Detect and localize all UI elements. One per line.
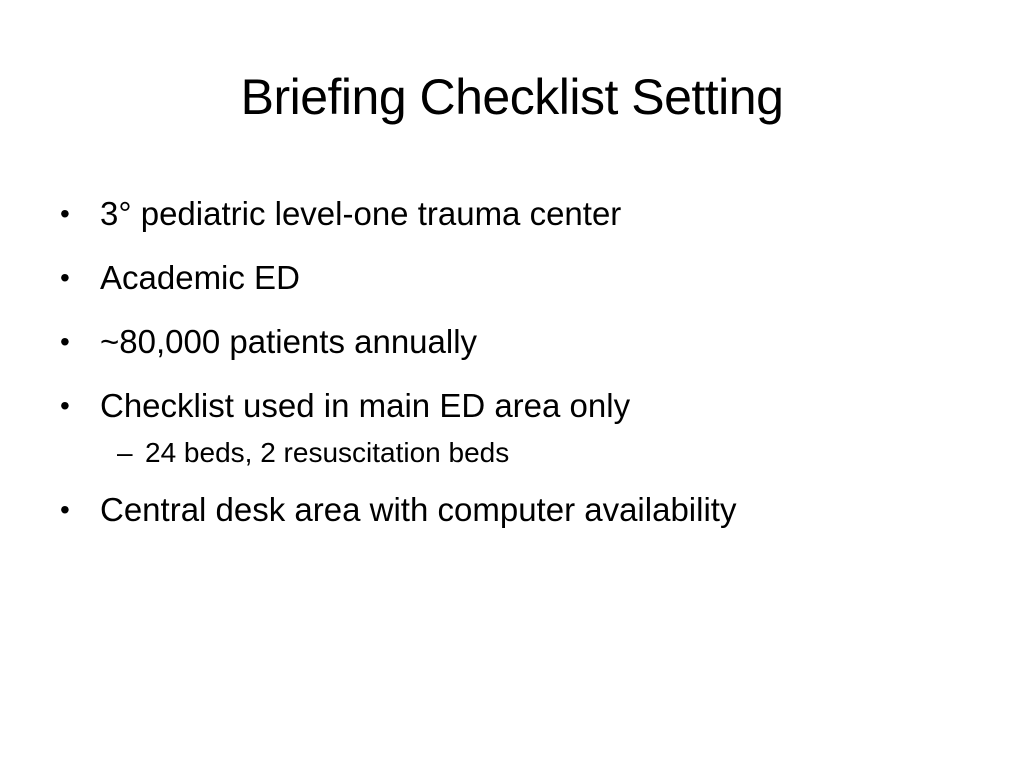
- bullet-text: Checklist used in main ED area only: [100, 387, 631, 424]
- sub-list-wrapper: [60, 432, 980, 474]
- bullet-text: 3° pediatric level-one trauma center: [100, 195, 622, 232]
- bullet-list: [60, 190, 980, 550]
- bullet-dot-icon: •: [60, 198, 70, 229]
- bullet-dot-icon: •: [60, 262, 70, 293]
- bullet-item: [60, 486, 980, 534]
- bullet-text: Central desk area with computer availability: [100, 491, 737, 528]
- bullet-dot-icon: •: [60, 494, 70, 525]
- bullet-text: Academic ED: [100, 259, 300, 296]
- bullet-item: [60, 190, 980, 238]
- bullet-item: [60, 254, 980, 302]
- bullet-dot-icon: •: [60, 326, 70, 357]
- bullet-dot-icon: •: [60, 390, 70, 421]
- slide-title: Briefing Checklist Setting: [240, 69, 784, 125]
- bullet-item: [60, 382, 980, 430]
- bullet-item: [60, 318, 980, 366]
- dash-icon: –: [117, 437, 133, 468]
- sub-bullet-item: [60, 432, 980, 474]
- sub-list: [60, 432, 980, 474]
- sub-bullet-text: 24 beds, 2 resuscitation beds: [145, 437, 510, 468]
- bullet-text: ~80,000 patients annually: [100, 323, 478, 360]
